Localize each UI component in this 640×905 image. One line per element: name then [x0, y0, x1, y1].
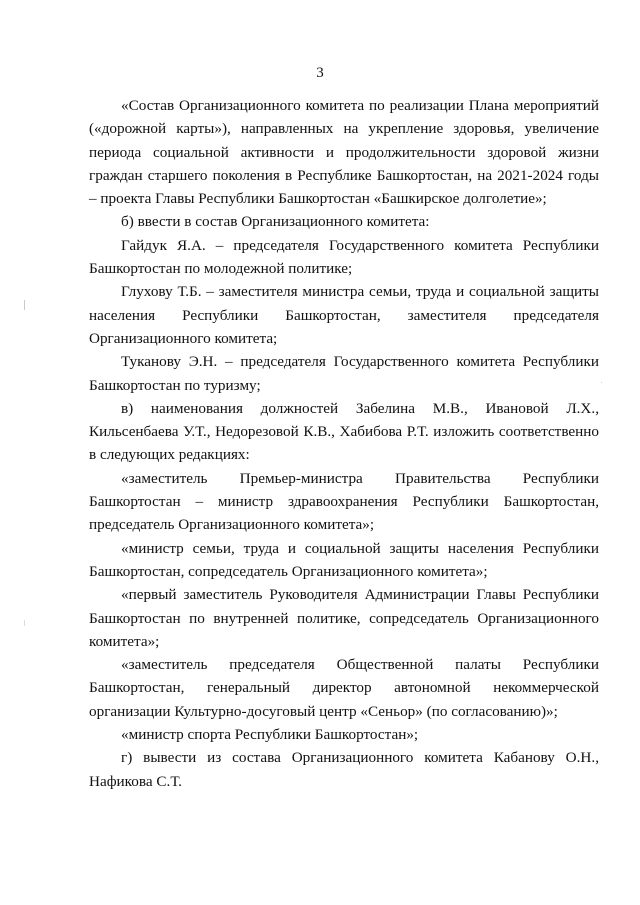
paragraph-public-chamber: «заместитель председателя Общественной палаты Республики Башкортостан, генеральный директор автономной некоммерческой организации Культурно-досуговый центр «Сеньор» (по согласованию)»;: [89, 656, 599, 720]
paragraph-tukanova: Туканову Э.Н. – председателя Государственного комитета Республики Башкортостан по туризму;: [89, 353, 599, 394]
paragraph-minister-family: «министр семьи, труда и социальной защиты населения Республики Башкортостан, сопредседатель Организационного комитета»;: [89, 539, 599, 580]
document-body: [89, 94, 599, 793]
paragraph-first-deputy-head: «первый заместитель Руководителя Администрации Главы Республики Башкортостан по внутренней политике, сопредседатель Организационного комитета»;: [89, 586, 599, 650]
paragraph-item-g: г) вывести из состава Организационного комитета Кабанову О.Н., Нафикова С.Т.: [89, 749, 599, 790]
paragraph-minister-sport: «министр спорта Республики Башкортостан»;: [121, 726, 419, 744]
scan-artifact: [24, 300, 25, 310]
paragraph-committee-title: «Состав Организационного комитета по реализации Плана мероприятий («дорожной карты»), направленных на укрепление здоровья, увеличение периода социальной активности и продолжительности здоровой жизни граждан старшего поколения в Республике Башкортостан, на 2021-2024 годы – проекта Главы Республики Башкортостан «Башкирское долголетие»;: [89, 97, 599, 208]
paragraph-item-b: б) ввести в состав Организационного комитета:: [121, 213, 430, 231]
scan-artifact: [601, 382, 602, 383]
paragraph-deputy-premier: «заместитель Премьер-министра Правительства Республики Башкортостан – министр здравоохранения Республики Башкортостан, председатель Организационного комитета»;: [89, 469, 599, 534]
scan-artifact: [24, 620, 25, 626]
paragraph-gaiduk: Гайдук Я.А. – председателя Государственного комитета Республики Башкортостан по молодежной политике;: [89, 236, 599, 278]
page-number: 3: [316, 65, 324, 81]
paragraph-glukhova: Глухову Т.Б. – заместителя министра семьи, труда и социальной защиты населения Республики Башкортостан, заместителя председателя Организационного комитета;: [89, 283, 599, 347]
paragraph-item-v: в) наименования должностей Забелина М.В., Ивановой Л.Х., Кильсенбаева У.Т., Недорезовой К.В., Хабибова Р.Т. изложить соответственно в следующих редакциях:: [89, 399, 599, 464]
